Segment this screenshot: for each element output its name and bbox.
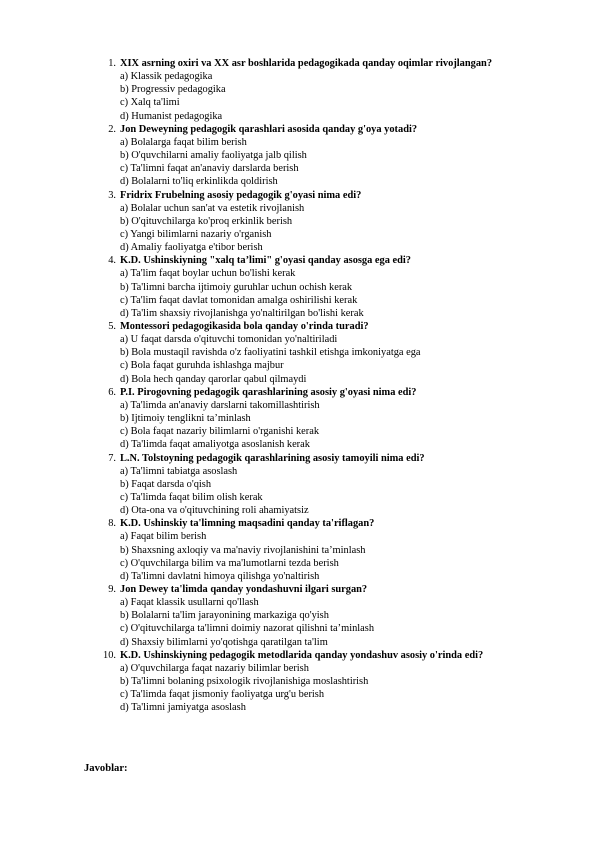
question-text: K.D. Ushinskiy ta'limning maqsadini qanday ta'riflagan? — [120, 518, 375, 530]
question-number: 5. — [108, 321, 116, 332]
answer-option: a) Faqat bilim berish — [120, 531, 207, 543]
question-item — [98, 57, 568, 123]
answer-option: a) Bolalar uchun san'at va estetik rivojlanish — [120, 202, 305, 214]
answer-option: a) Klassik pedagogika — [120, 71, 213, 83]
question-text: Jon Dewey ta'limda qanday yondashuvni ilgari surgan? — [120, 584, 368, 595]
answer-option: b) O'qituvchilarga ko'proq erkinlik berish — [120, 215, 293, 227]
answer-option: b) Ta'limni bolaning psixologik rivojlanishiga moslashtirish — [120, 676, 369, 688]
answer-option: d) Ta'lim shaxsiy rivojlanishga yo'naltirilgan bo'lishi kerak — [120, 307, 364, 319]
answer-option: b) Bolalarni ta'lim jarayonining markaziga qo'yish — [120, 610, 329, 622]
answer-option: b) Shaxsning axloqiy va ma'naviy rivojlanishini ta’minlash — [120, 544, 366, 556]
question-text: XIX asrning oxiri va XX asr boshlarida pedagogikada qanday oqimlar rivojlangan? — [120, 58, 493, 69]
question-text: K.D. Ushinskiyning pedagogik metodlarida qanday yondashuv asosiy o'rinda edi? — [120, 649, 484, 661]
question-number: 3. — [108, 189, 116, 201]
answer-option: a) O'quvchilarga faqat nazariy bilimlar berish — [120, 662, 309, 674]
answer-option: c) Ta'limda faqat bilim olish kerak — [120, 491, 263, 503]
question-number: 6. — [108, 386, 116, 398]
answer-option: d) Ta'limni davlatni himoya qilishga yo'naltirish — [120, 570, 320, 582]
answer-option: d) Shaxsiy bilimlarni yo'qotishga qaratilgan ta'lim — [120, 636, 328, 648]
answer-option: d) Bola hech qanday qarorlar qabul qilmaydi — [120, 373, 307, 385]
question-item — [98, 189, 568, 255]
question-item — [98, 452, 568, 518]
answer-option: b) O'quvchilarni amaliy faoliyatga jalb qilish — [120, 150, 307, 162]
answer-option: a) Bolalarga faqat bilim berish — [120, 136, 247, 148]
question-line — [98, 452, 568, 465]
question-line — [98, 123, 568, 136]
question-number: 8. — [108, 518, 116, 530]
answer-option: b) Bola mustaqil ravishda o'z faoliyatini tashkil etishga imkoniyatga ega — [120, 347, 421, 359]
answer-option: b) Ijtimoiy tenglikni ta’minlash — [120, 413, 251, 425]
question-text: P.I. Pirogovning pedagogik qarashlarining asosiy g'oyasi nima edi? — [120, 386, 417, 398]
answer-option: c) Yangi bilimlarni nazariy o'rganish — [120, 228, 272, 240]
question-text: L.N. Tolstoyning pedagogik qarashlarining asosiy tamoyili nima edi? — [120, 452, 425, 464]
answer-option: c) Bola faqat guruhda ishlashga majbur — [120, 360, 284, 372]
question-text: Jon Deweyning pedagogik qarashlari asosida qanday g'oya yotadi? — [120, 123, 418, 135]
question-number: 9. — [108, 584, 116, 595]
answer-option: d) Ta'limda faqat amaliyotga asoslanish kerak — [120, 439, 310, 451]
question-line — [98, 254, 568, 267]
answer-option: c) Ta'limni faqat an'anaviy darslarda berish — [120, 163, 299, 175]
answer-option: a) Ta'limda an'anaviy darslarni takomillashtirish — [120, 399, 320, 411]
question-line — [98, 320, 568, 333]
question-text: Fridrix Frubelning asosiy pedagogik g'oyasi nima edi? — [120, 189, 362, 201]
question-item — [98, 583, 568, 649]
question-item — [98, 649, 568, 715]
question-line — [98, 649, 568, 662]
question-item — [98, 517, 568, 583]
answer-option: b) Faqat darsda o'qish — [120, 478, 212, 490]
answer-option: b) Ta'limni barcha ijtimoiy guruhlar uchun ochish kerak — [120, 281, 353, 293]
question-line — [98, 386, 568, 399]
question-number: 7. — [108, 452, 116, 464]
question-item — [98, 320, 568, 386]
question-text: Montessori pedagogikasida bola qanday o'rinda turadi? — [120, 321, 369, 332]
question-item — [98, 386, 568, 452]
answer-option: d) Amaliy faoliyatga e'tibor berish — [120, 242, 263, 254]
question-line — [98, 57, 568, 70]
question-item — [98, 123, 568, 189]
question-number: 4. — [108, 255, 116, 267]
answer-option: d) Ta'limni jamiyatga asoslash — [120, 702, 246, 714]
answer-option: d) Bolalarni to'liq erkinlikda qoldirish — [120, 176, 278, 188]
question-line — [98, 583, 568, 596]
answer-option: d) Ota-ona va o'qituvchining roli ahamiyatsiz — [120, 505, 309, 517]
question-number: 1. — [108, 58, 116, 69]
question-text: K.D. Ushinskiyning "xalq ta’limi" g'oyasi qanday asosga ega edi? — [120, 255, 411, 267]
question-number: 10. — [103, 649, 116, 661]
answer-option: c) Xalq ta'limi — [120, 97, 180, 109]
answer-option: d) Humanist pedagogika — [120, 110, 223, 122]
question-item — [98, 254, 568, 320]
answer-option: a) Faqat klassik usullarni qo'llash — [120, 597, 259, 609]
question-number: 2. — [108, 123, 116, 135]
answer-option: c) Bola faqat nazariy bilimlarni o'rganishi kerak — [120, 426, 320, 438]
answers-heading: Javoblar: — [84, 763, 128, 774]
answer-option: c) O'qituvchilarga ta'limni doimiy nazorat qilishni ta’minlash — [120, 623, 375, 635]
question-line — [98, 189, 568, 202]
answer-option: c) Ta'lim faqat davlat tomonidan amalga oshirilishi kerak — [120, 294, 358, 306]
answer-option: a) Ta'lim faqat boylar uchun bo'lishi kerak — [120, 268, 296, 280]
question-line — [98, 517, 568, 530]
answer-option: a) Ta'limni tabiatga asoslash — [120, 465, 238, 477]
question-list — [98, 57, 568, 715]
answer-option: a) U faqat darsda o'qituvchi tomonidan yo'naltiriladi — [120, 334, 338, 346]
answer-option: c) Ta'limda faqat jismoniy faoliyatga urg'u berish — [120, 689, 325, 701]
answer-option: c) O'quvchilarga bilim va ma'lumotlarni tezda berish — [120, 557, 339, 569]
answer-option: b) Progressiv pedagogika — [120, 84, 226, 96]
